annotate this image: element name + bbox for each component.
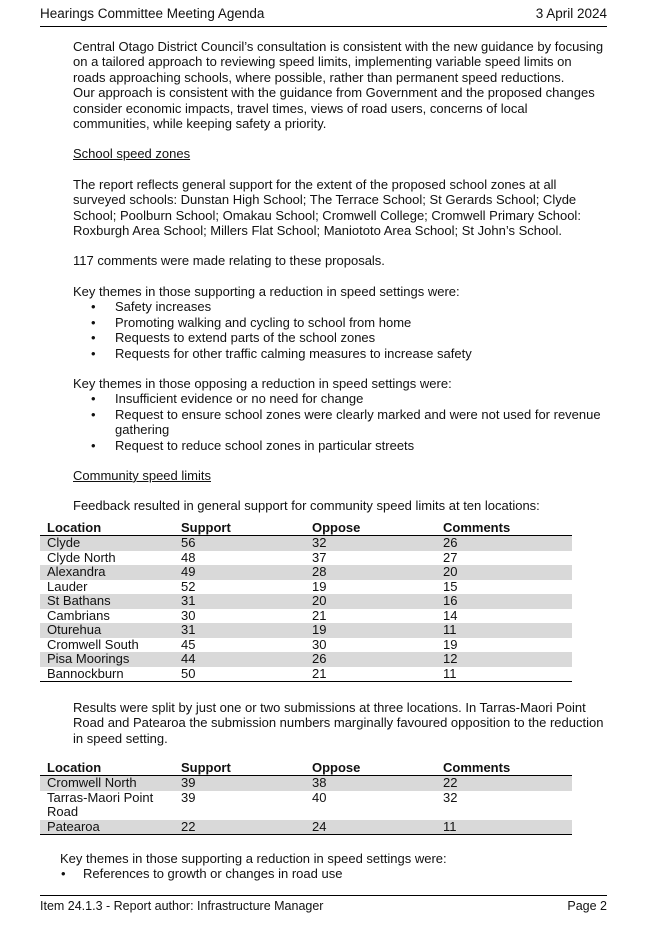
tail-themes-block <box>60 851 605 882</box>
table-cell: 11 <box>436 623 572 638</box>
table-cell: St Bathans <box>40 594 174 609</box>
table-row <box>40 609 572 624</box>
column-header-oppose: Oppose <box>305 520 436 536</box>
table-row <box>40 580 572 595</box>
column-header-location: Location <box>40 520 174 536</box>
table-cell: 19 <box>305 623 436 638</box>
opposing-themes-list <box>73 391 605 453</box>
table-row <box>40 820 572 835</box>
table-row <box>40 565 572 580</box>
table-row <box>40 536 572 551</box>
table-cell: 28 <box>305 565 436 580</box>
table-cell: 24 <box>305 820 436 835</box>
community-limits-heading: Community speed limits <box>73 467 211 483</box>
page-header <box>40 6 607 27</box>
table-cell: 19 <box>443 636 458 652</box>
table-cell: 40 <box>312 789 327 805</box>
table-cell: 11 <box>436 820 572 835</box>
list-item: • Promoting walking and cycling to school from home <box>73 315 605 330</box>
school-comments-count: 117 comments were made relating to these proposals. <box>73 253 385 269</box>
split-results-block <box>73 700 605 746</box>
school-zones-summary: The report reflects general support for the extent of the proposed school zones at all surveyed schools: Dunstan High School; The Terrace School; St Gerards School; Clyde School; Poolburn School; Omakau School; Cromwell College; Cromwell Primary School: Roxburgh Area School; Millers Flat School; Maniototo Area School; St John’s School. <box>73 176 581 239</box>
column-header-oppose: Oppose <box>305 760 436 776</box>
table-cell: 44 <box>174 652 305 667</box>
list-item: • Requests to extend parts of the school zones <box>73 330 605 345</box>
table-cell: Pisa Moorings <box>40 652 174 667</box>
split-results-table <box>40 759 572 835</box>
table-cell: 27 <box>443 549 458 565</box>
table-row <box>40 776 572 791</box>
list-item: • Requests for other traffic calming measures to increase safety <box>73 346 605 361</box>
table-cell: 12 <box>436 652 572 667</box>
table-cell: Lauder <box>47 578 88 594</box>
table-row <box>40 791 572 820</box>
table-cell: 30 <box>181 607 196 623</box>
footer-item-author: Item 24.1.3 - Report author: Infrastructure Manager <box>40 899 324 913</box>
page-number: Page 2 <box>567 899 607 913</box>
table-cell: Clyde North <box>47 549 116 565</box>
table-cell: 31 <box>174 594 305 609</box>
supporting-themes-list <box>73 299 605 361</box>
table-row <box>40 623 572 638</box>
page-footer <box>40 895 607 913</box>
meeting-date: 3 April 2024 <box>535 6 607 21</box>
list-item: • Safety increases <box>73 299 605 314</box>
table-cell: Patearoa <box>40 820 174 835</box>
table-cell: 14 <box>443 607 458 623</box>
table-cell: Alexandra <box>40 565 174 580</box>
table-cell: 39 <box>174 776 305 791</box>
table-cell: 26 <box>305 652 436 667</box>
table-cell: 11 <box>436 667 572 682</box>
intro-paragraph-1: Central Otago District Council’s consultation is consistent with the new guidance by focusing on a tailored approach to reviewing speed limits, implementing variable speed limits on roads approaching schools, where possible, rather than permanent speed reductions. <box>73 39 604 85</box>
opposing-themes-intro: Key themes in those opposing a reduction in speed settings were: <box>73 375 452 391</box>
table-cell: 30 <box>312 636 327 652</box>
table-cell: 22 <box>174 820 305 835</box>
table-cell: 48 <box>181 549 196 565</box>
table-row <box>40 594 572 609</box>
table-cell: 15 <box>443 578 458 594</box>
table-cell: 19 <box>312 578 327 594</box>
table-row <box>40 551 572 566</box>
column-header-comments: Comments <box>436 760 572 776</box>
split-results-text: Results were split by just one or two submissions at three locations. In Tarras-Maori Point Road and Patearoa the submission numbers marginally favoured opposition to the reduction in speed setting. <box>73 700 604 746</box>
list-item: • Request to reduce school zones in particular streets <box>73 438 605 453</box>
table-cell: 26 <box>436 536 572 551</box>
column-header-support: Support <box>174 520 305 536</box>
community-feedback-text: Feedback resulted in general support for community speed limits at ten locations: <box>73 498 540 514</box>
table-row <box>40 638 572 653</box>
list-item: • References to growth or changes in road use <box>60 866 605 881</box>
table-cell: 52 <box>181 578 196 594</box>
table-cell: 56 <box>174 536 305 551</box>
table-cell: Tarras-Maori Point Road <box>47 789 154 819</box>
document-title: Hearings Committee Meeting Agenda <box>40 6 265 21</box>
table-cell: Cambrians <box>47 607 110 623</box>
table-cell: 16 <box>436 594 572 609</box>
school-zones-heading: School speed zones <box>73 146 191 162</box>
tail-themes-intro: Key themes in those supporting a reduction in speed settings were: <box>60 851 447 866</box>
table-cell: 21 <box>312 607 327 623</box>
table-cell: Bannockburn <box>40 667 174 682</box>
table-cell: 37 <box>312 549 327 565</box>
table-row <box>40 652 572 667</box>
table-cell: 38 <box>305 776 436 791</box>
community-support-table <box>40 519 572 682</box>
table-header-row <box>40 760 572 776</box>
table-cell: Cromwell South <box>47 636 139 652</box>
table-cell: 22 <box>436 776 572 791</box>
table-cell: 20 <box>305 594 436 609</box>
supporting-themes-intro: Key themes in those supporting a reduction in speed settings were: <box>73 283 460 299</box>
intro-paragraph-2: Our approach is consistent with the guidance from Government and the proposed changes consider economic impacts, travel times, views of road users, concerns of local communities, while keeping safety a priority. <box>73 85 595 132</box>
table-cell: 21 <box>305 667 436 682</box>
table-cell: 39 <box>181 789 196 805</box>
table-row <box>40 667 572 682</box>
table-cell: 31 <box>174 623 305 638</box>
table-cell: 20 <box>436 565 572 580</box>
table-cell: Oturehua <box>40 623 174 638</box>
table-header-row <box>40 520 572 536</box>
table-cell: Clyde <box>40 536 174 551</box>
list-item: • Insufficient evidence or no need for change <box>73 391 605 406</box>
body-content <box>73 39 605 514</box>
table-cell: 32 <box>443 789 458 805</box>
column-header-comments: Comments <box>436 520 572 536</box>
tail-themes-list <box>60 866 605 881</box>
table-cell: 32 <box>305 536 436 551</box>
list-item: • Request to ensure school zones were clearly marked and were not used for revenue gathering <box>73 407 605 438</box>
column-header-support: Support <box>174 760 305 776</box>
table-cell: 49 <box>174 565 305 580</box>
column-header-location: Location <box>40 760 174 776</box>
table-cell: 50 <box>174 667 305 682</box>
table-cell: 45 <box>181 636 196 652</box>
table-cell: Cromwell North <box>40 776 174 791</box>
